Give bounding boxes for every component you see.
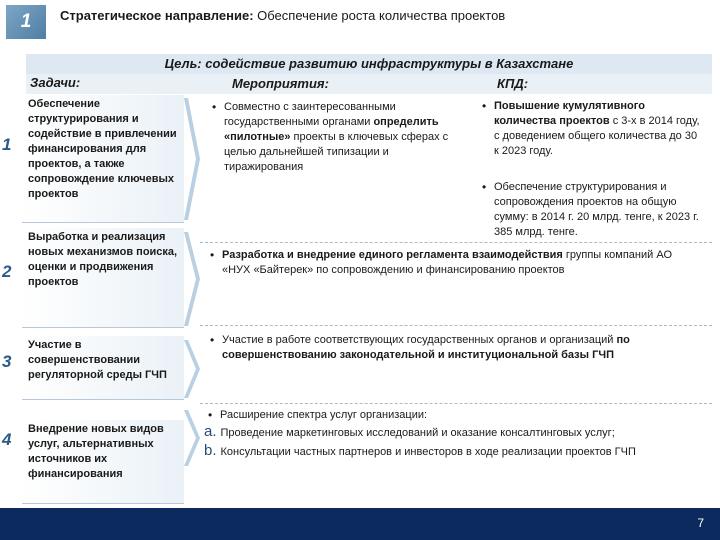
bullet-icon: • bbox=[208, 408, 213, 422]
item-text-b: Консультации частных партнеров и инвесторов в ходе реализации проектов ГЧП bbox=[220, 446, 636, 458]
event-3-text-bold: по совершенствованию законодательной и институциональной базы ГЧП bbox=[222, 334, 630, 361]
row-number-4: 4 bbox=[2, 430, 12, 449]
kpi-1-text-post: с 3-х в 2014 году, с доведением общего количества до 30 к 2023 году. bbox=[494, 115, 700, 157]
kpi-1 bbox=[482, 99, 700, 159]
page-number: 7 bbox=[697, 516, 704, 530]
event-1-text-post: проекты в ключевых сферах с целью дальнейшей типизации и тиражирования bbox=[224, 131, 449, 173]
task-cell-4 bbox=[22, 420, 184, 504]
kpi-1-text-bold: Повышение кумулятивного количества проектов bbox=[494, 100, 645, 127]
task-cell-2 bbox=[22, 228, 184, 328]
task-text-1: Обеспечение структурирования и содействие в привлечении финансирования для проектов, а также сопровождение ключевых проектов bbox=[28, 98, 177, 200]
event-3 bbox=[210, 333, 698, 363]
event-4-intro bbox=[208, 408, 700, 423]
task-cell-1 bbox=[22, 95, 184, 223]
goal-band bbox=[26, 54, 712, 74]
event-2-text-bold: Разработка и внедрение единого регламента взаимодействия bbox=[222, 249, 563, 261]
row-divider bbox=[200, 325, 712, 326]
column-header-band bbox=[26, 74, 712, 94]
events-column-header: Мероприятия: bbox=[232, 76, 329, 91]
task-cell-3 bbox=[22, 336, 184, 400]
row-divider bbox=[200, 242, 712, 243]
bullet-icon: • bbox=[482, 180, 487, 194]
title-bold: Стратегическое направление: bbox=[60, 8, 254, 23]
section-number: 1 bbox=[20, 11, 32, 32]
kpi-2 bbox=[482, 180, 700, 240]
arrow-icon bbox=[184, 410, 198, 466]
bullet-icon: • bbox=[212, 100, 217, 114]
event-4-item-a bbox=[204, 424, 700, 441]
item-letter-b: b. bbox=[204, 442, 217, 459]
title-rest: Обеспечение роста количества проектов bbox=[253, 8, 506, 23]
kpi-column-header: КПД: bbox=[497, 76, 529, 91]
event-1 bbox=[212, 100, 466, 175]
arrow-icon bbox=[184, 340, 198, 398]
event-4-intro-text: Расширение спектра услуг организации: bbox=[220, 409, 428, 421]
task-text-2: Выработка и реализация новых механизмов поиска, оценки и продвижения проектов bbox=[28, 231, 178, 288]
task-text-4: Внедрение новых видов услуг, альтернативных источников их финансирования bbox=[28, 423, 164, 480]
row-number-2: 2 bbox=[2, 262, 12, 281]
event-1-text-bold: определить «пилотные» bbox=[224, 116, 439, 143]
event-2 bbox=[210, 248, 692, 278]
event-1-text-pre: Совместно с заинтересованными государственными органами bbox=[224, 101, 396, 128]
row-number-1: 1 bbox=[2, 135, 12, 154]
bullet-icon: • bbox=[482, 99, 487, 113]
event-3-text-pre: Участие в работе соответствующих государственных органов и организаций bbox=[222, 334, 617, 346]
arrow-icon bbox=[184, 232, 198, 326]
item-letter-a: a. bbox=[204, 423, 217, 440]
section-number-badge bbox=[6, 5, 46, 39]
goal-text: Цель: содействие развитию инфраструктуры в Казахстане bbox=[164, 56, 574, 71]
event-2-text-post: группы компаний АО «НУХ «Байтерек» по сопровождению и финансированию проектов bbox=[222, 249, 672, 276]
task-text-3: Участие в совершенствовании регуляторной среды ГЧП bbox=[28, 339, 167, 381]
tasks-column-header: Задачи: bbox=[30, 75, 81, 90]
item-text-a: Проведение маркетинговых исследований и оказание консалтинговых услуг; bbox=[220, 427, 615, 439]
bullet-icon: • bbox=[210, 248, 215, 262]
page-title bbox=[60, 8, 505, 23]
bullet-icon: • bbox=[210, 333, 215, 347]
arrow-icon bbox=[184, 98, 198, 220]
footer-bar bbox=[0, 508, 720, 540]
row-number-3: 3 bbox=[2, 352, 12, 371]
row-divider bbox=[200, 403, 712, 404]
event-4-item-b bbox=[204, 443, 700, 460]
kpi-2-text: Обеспечение структурирования и сопровождения проектов на общую сумму: в 2014 г. 20 млрд. тенге, к 2023 г. 385 млрд. тенге. bbox=[494, 181, 699, 238]
